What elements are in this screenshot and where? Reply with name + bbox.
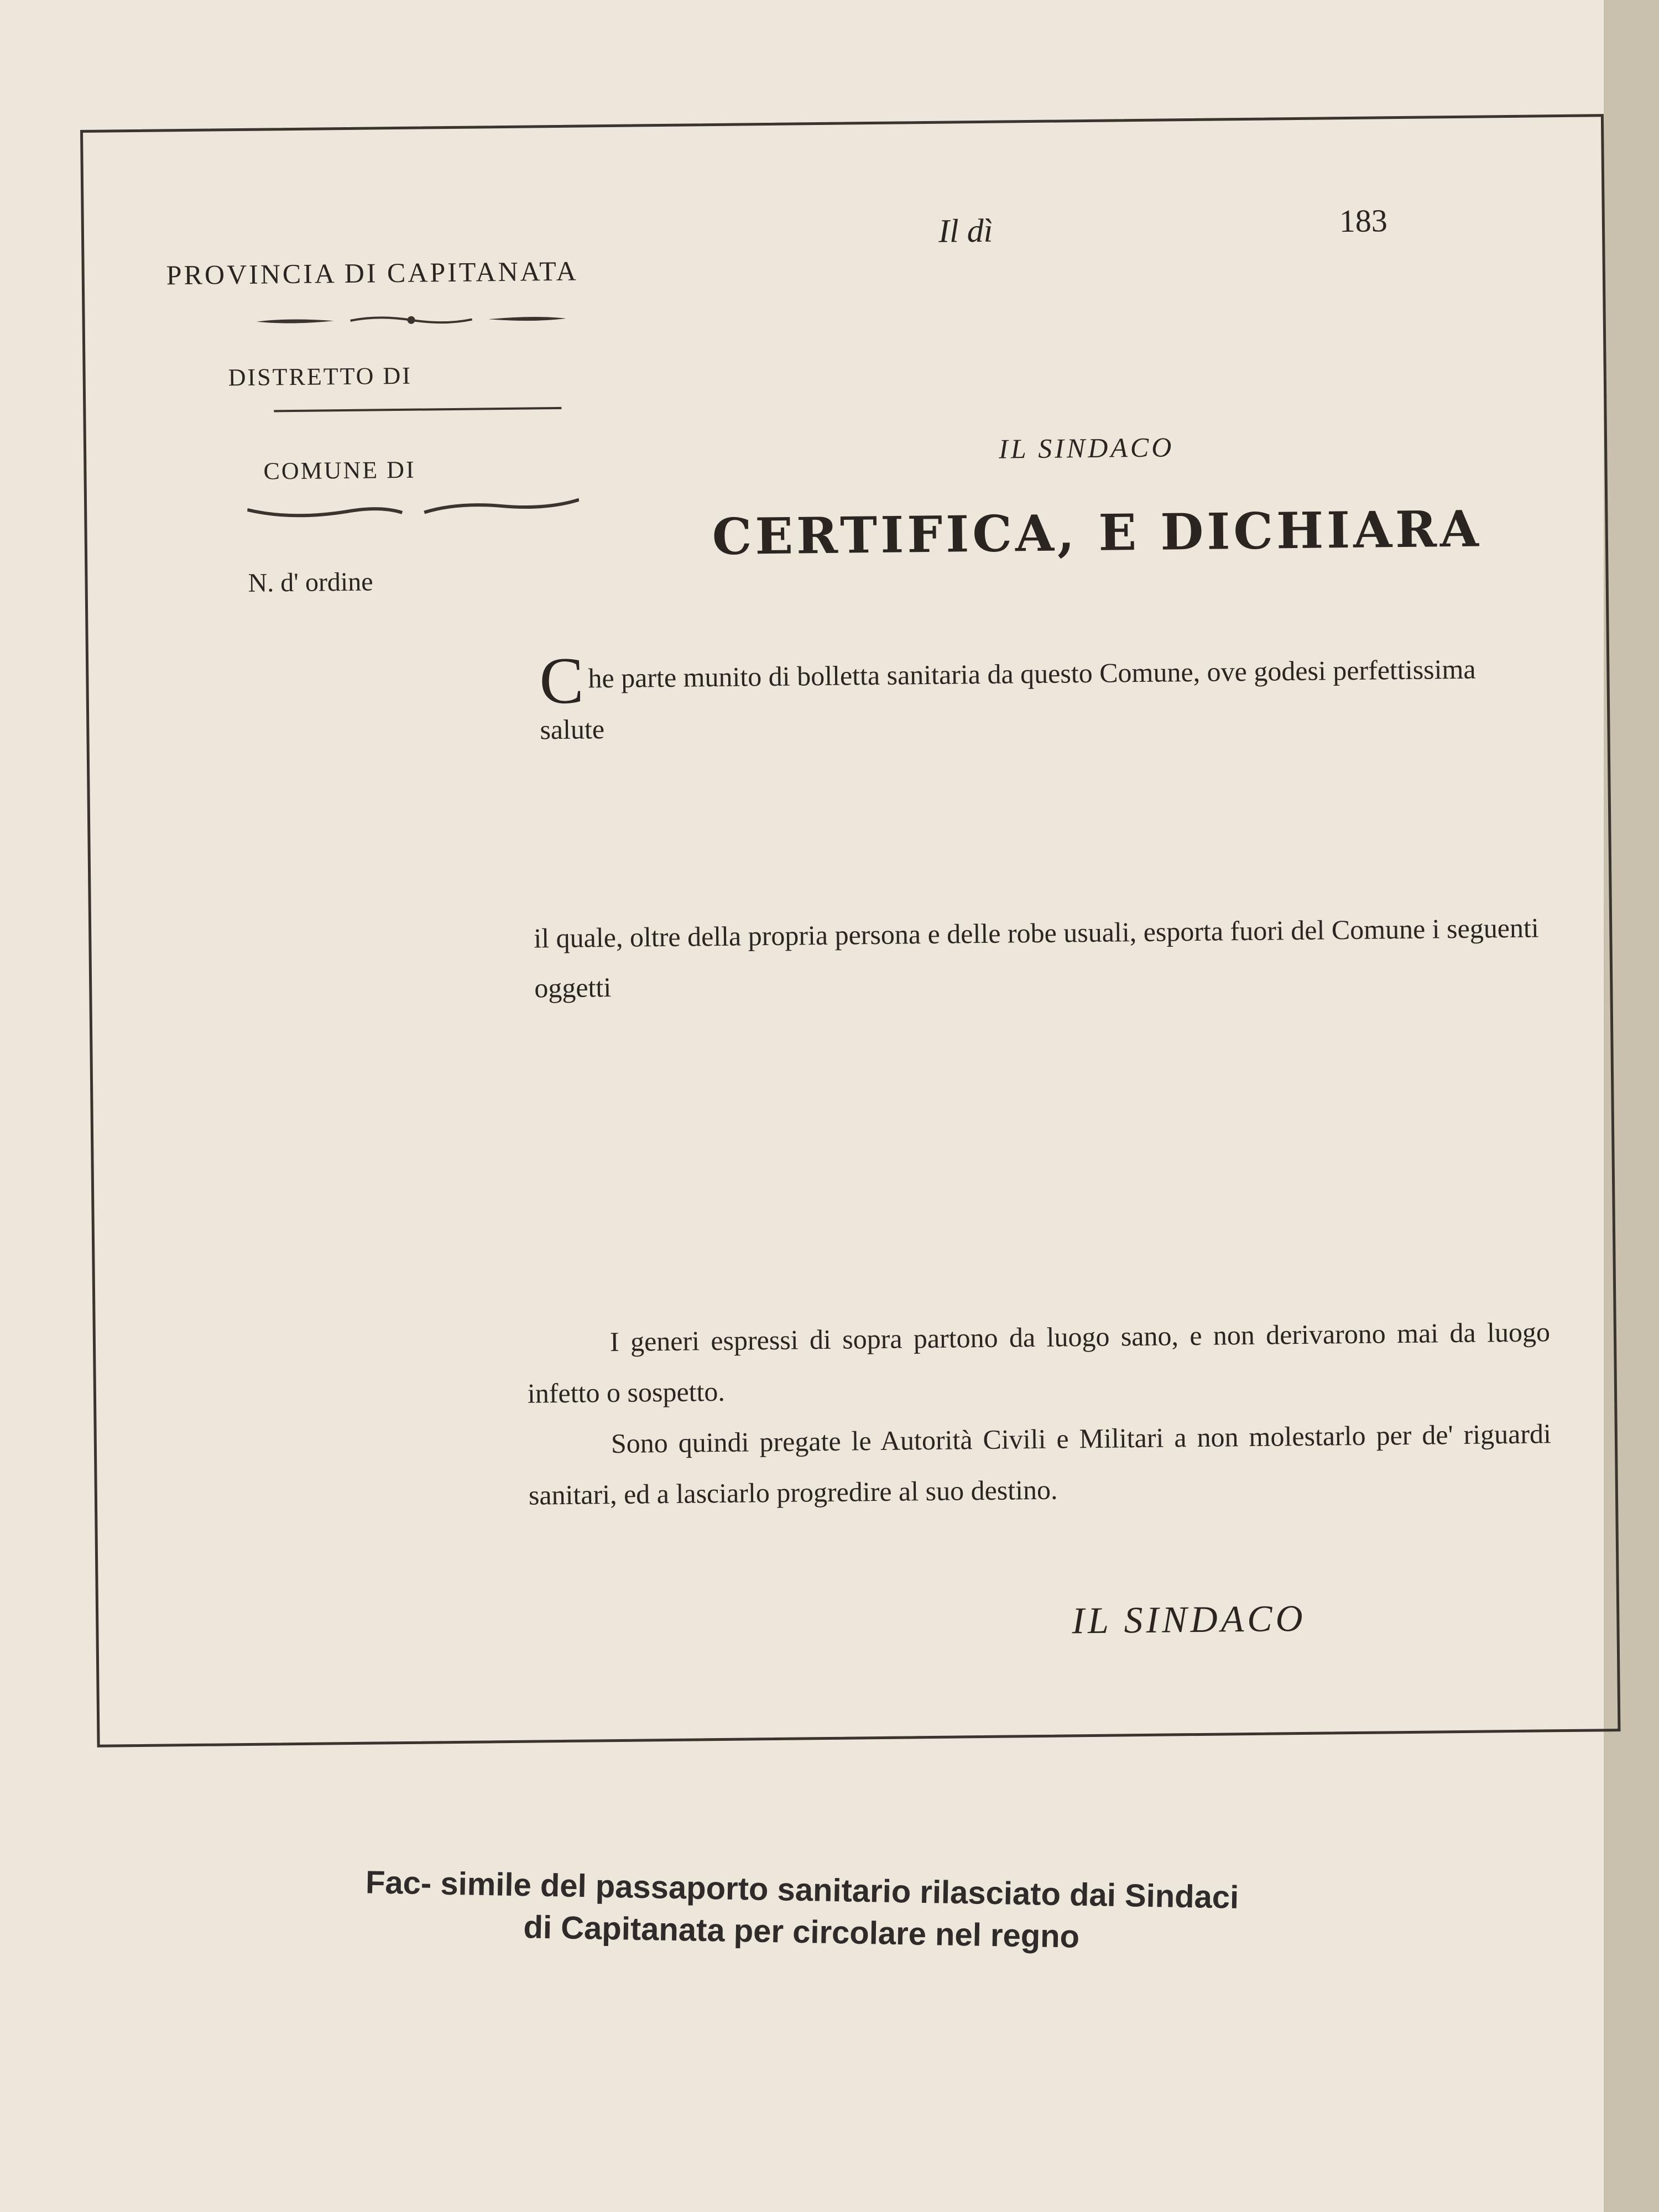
province-heading: PROVINCIA DI CAPITANATA bbox=[166, 255, 579, 291]
origin-statement: I generi espressi di sopra partono da luogo sano, e non derivarono mai da luogo infetto o sospetto. bbox=[527, 1316, 1551, 1409]
goods-statement-paragraph: il quale, oltre della propria persona e delle robe usuali, esporta fuori del Comune i seguenti oggetti bbox=[534, 912, 1540, 1004]
ornament-divider-icon bbox=[256, 310, 566, 330]
comune-label: COMUNE DI bbox=[263, 456, 416, 485]
swash-divider-icon bbox=[247, 495, 579, 521]
drop-cap: C bbox=[539, 643, 585, 718]
caption-line-1: Fac- simile del passaporto sanitario rilasciato dai Sindaci bbox=[365, 1864, 1239, 1916]
date-label: Il dì bbox=[938, 212, 993, 249]
order-number-label: N. d' ordine bbox=[248, 567, 373, 598]
form-frame bbox=[80, 114, 1620, 1747]
closing-paragraph bbox=[527, 1306, 1552, 1520]
health-statement-paragraph bbox=[539, 643, 1541, 755]
caption-line-2: di Capitanata per circolare nel regno bbox=[523, 1909, 1080, 1955]
health-statement-text: he parte munito di bolletta sanitaria da questo Comune, ove godesi perfettissima salute bbox=[540, 653, 1476, 745]
sindaco-signature: IL SINDACO bbox=[1071, 1597, 1307, 1642]
certificate-title: CERTIFICA, E DICHIARA bbox=[712, 499, 1483, 567]
authorities-request: Sono quindi pregate le Autorità Civili e Militari a non molestarlo per de' riguardi sanitari, ed a lasciarlo progredire al suo destino. bbox=[528, 1418, 1552, 1511]
sindaco-heading: IL SINDACO bbox=[998, 431, 1175, 465]
year-label: 183 bbox=[1339, 202, 1388, 239]
district-rule bbox=[274, 407, 561, 412]
district-label: DISTRETTO DI bbox=[228, 362, 413, 392]
